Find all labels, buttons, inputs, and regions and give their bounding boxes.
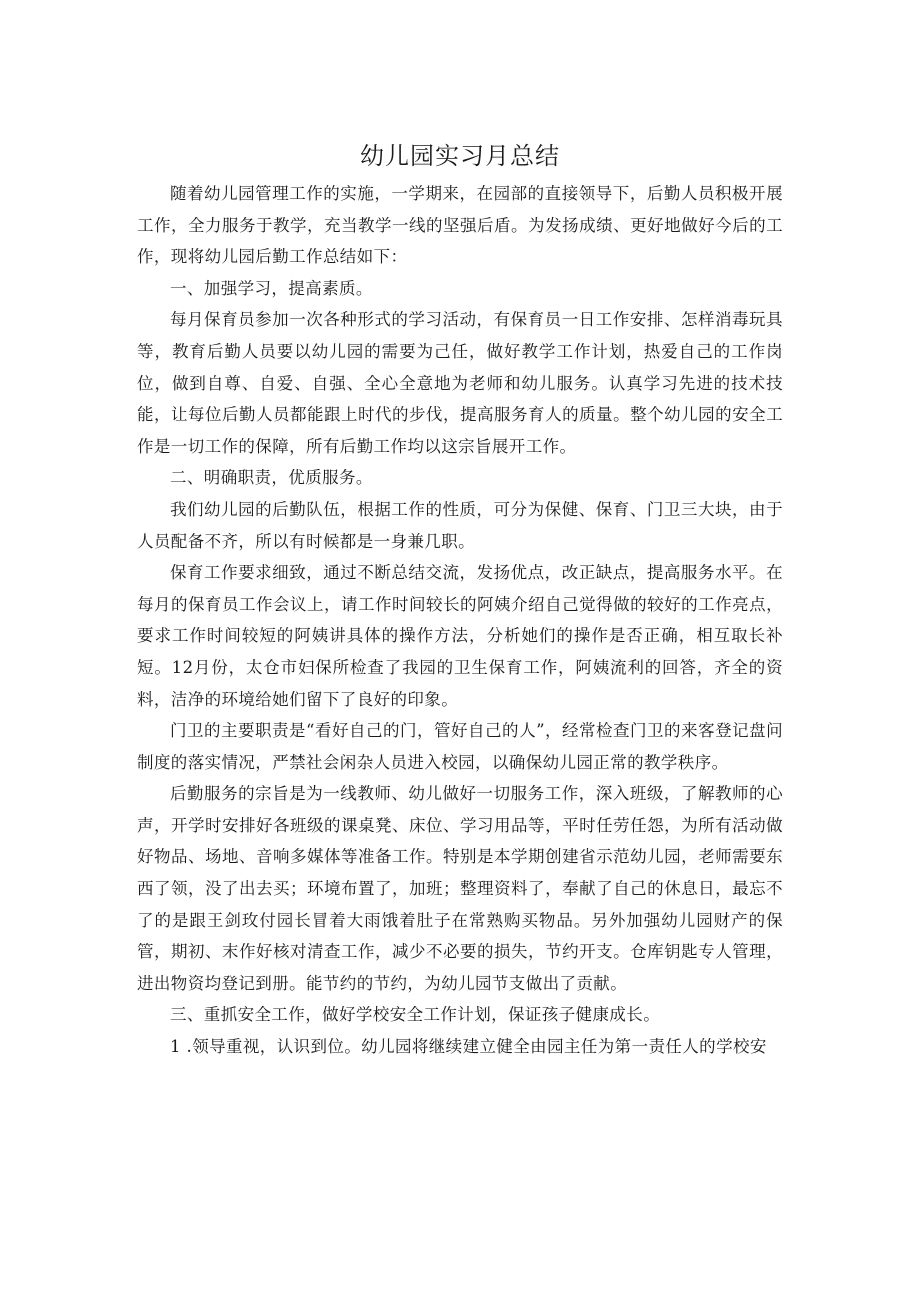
paragraph-intro: 随着幼儿园管理工作的实施，一学期来，在园部的直接领导下，后勤人员积极开展工作，全力服务于教学，充当教学一线的坚强后盾。为发扬成绩、更好地做好今后的工作，现将幼儿园后勤工作总结如下： — [137, 184, 783, 267]
document-body — [137, 178, 783, 1063]
document-title: 幼儿园实习月总结 — [360, 142, 560, 170]
paragraph-service: 后勤服务的宗旨是为一线教师、幼儿做好一切服务工作，深入班级，了解教师的心声，开学时安排好各班级的课桌凳、床位、学习用品等，平时任劳任怨，为所有活动做好物品、场地、音响多媒体等准备工作。特别是本学期创建省示范幼儿园，老师需要东西了领，没了出去买；环境布置了，加班；整理资料了，奉献了自己的休息日，最忘不了的是跟王剑玫付园长冒着大雨饿着肚子在常熟购买物品。另外加强幼儿园财产的保管，期初、末作好核对清查工作，减少不必要的损失，节约开支。仓库钥匙专人管理，进出物资均登记到册。能节约的节约，为幼儿园节支做出了贡献。 — [137, 784, 783, 993]
paragraph-team: 我们幼儿园的后勤队伍，根据工作的性质，可分为保健、保育、门卫三大块，由于人员配备不齐，所以有时候都是一身兼几职。 — [137, 499, 783, 551]
section-heading-2: 二、明确职责，优质服务。 — [170, 468, 373, 488]
section-heading-3: 三、重抓安全工作，做好学校安全工作计划，保证孩子健康成长。 — [170, 1005, 661, 1025]
paragraph-study: 每月保育员参加一次各种形式的学习活动，有保育员一日工作安排、怎样消毒玩具等，教育后勤人员要以幼儿园的需要为己任，做好教学工作计划，热爱自己的工作岗位，做到自尊、自爱、自强、全心全意地为老师和幼儿服务。认真学习先进的技术技能，让每位后勤人员都能跟上时代的步伐，提高服务育人的质量。整个幼儿园的安全工作是一切工作的保障，所有后勤工作均以这宗旨展开工作。 — [137, 310, 783, 456]
section-heading-1: 一、加强学习，提高素质。 — [170, 278, 373, 298]
paragraph-leadership: 1 .领导重视，认识到位。幼儿园将继续建立健全由园主任为第一责任人的学校安 — [170, 1037, 767, 1057]
paragraph-care: 保育工作要求细致，通过不断总结交流，发扬优点，改正缺点，提高服务水平。在每月的保育员工作会议上，请工作时间较长的阿姨介绍自己觉得做的较好的工作亮点，要求工作时间较短的阿姨讲具体的操作方法，分析她们的操作是否正确，相互取长补短。12月份，太仓市妇保所检查了我园的卫生保育工作，阿姨流利的回答，齐全的资料，洁净的环境给她们留下了良好的印象。 — [137, 563, 783, 709]
paragraph-guard: 门卫的主要职责是“看好自己的门，管好自己的人”，经常检查门卫的来客登记盘问制度的落实情况，严禁社会闲杂人员进入校园，以确保幼儿园正常的教学秩序。 — [137, 721, 783, 772]
